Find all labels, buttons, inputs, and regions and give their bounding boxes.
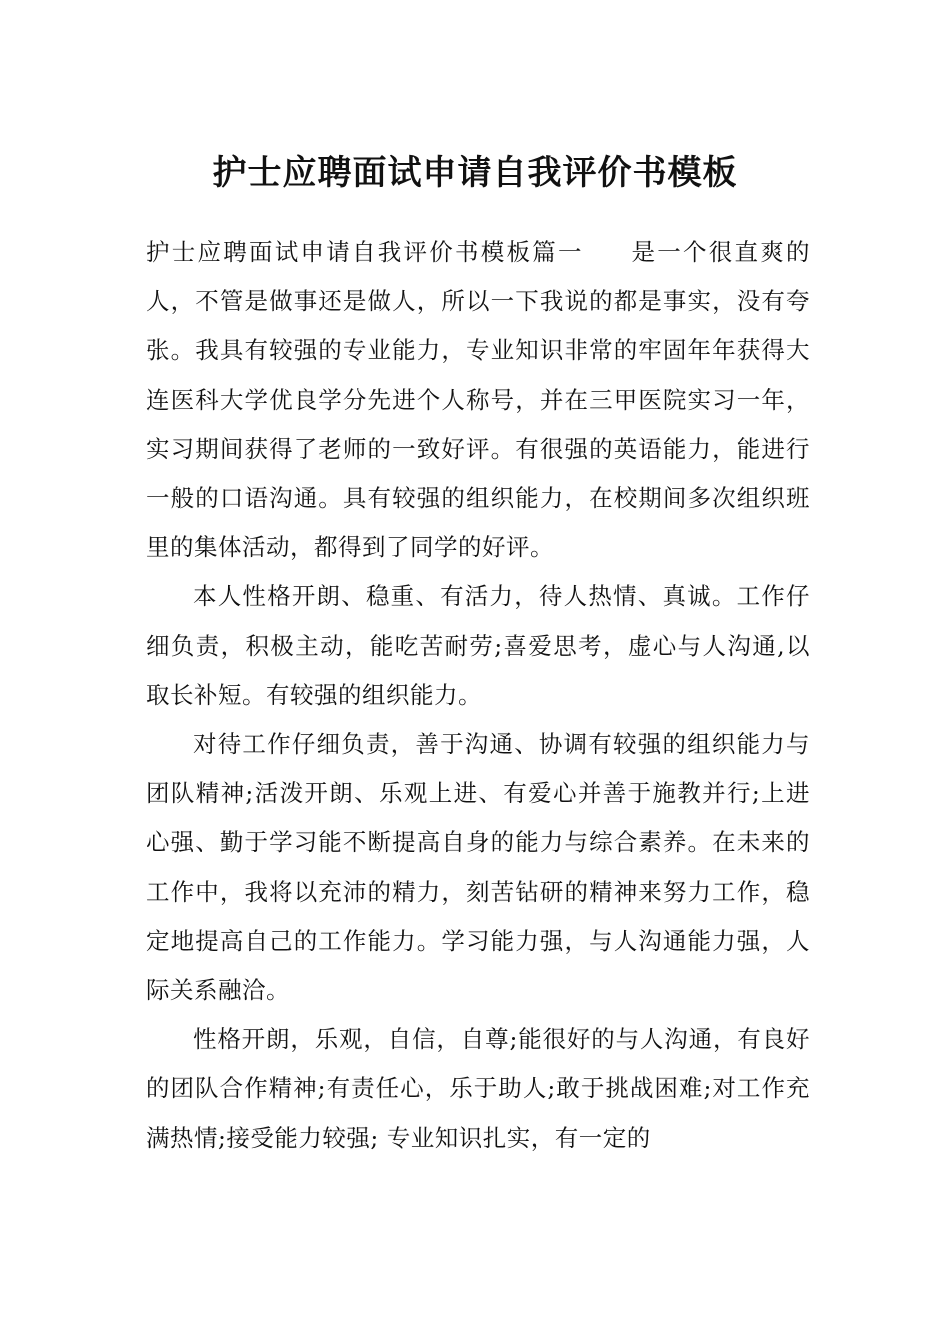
paragraph-1: [146, 228, 810, 572]
paragraph-2: 本人性格开朗、稳重、有活力，待人热情、真诚。工作仔细负责，积极主动，能吃苦耐劳;喜爱思考，虚心与人沟通,以取长补短。有较强的组织能力。: [146, 582, 810, 709]
paragraph-3: 对待工作仔细负责，善于沟通、协调有较强的组织能力与团队精神;活泼开朗、乐观上进、有爱心并善于施教并行;上进心强、勤于学习能不断提高自身的能力与综合素养。在未来的工作中，我将以充沛的精力，刻苦钻研的精神来努力工作，稳定地提高自己的工作能力。学习能力强，与人沟通能力强，人际关系融洽。: [146, 730, 810, 1005]
paragraph-4: 性格开朗，乐观，自信，自尊;能很好的与人沟通，有良好的团队合作精神;有责任心，乐于助人;敢于挑战困难;对工作充满热情;接受能力较强; 专业知识扎实，有一定的: [146, 1025, 810, 1152]
document-title: 护士应聘面试申请自我评价书模板: [212, 152, 738, 193]
paragraph-1-lead: 护士应聘面试申请自我评价书模板篇一: [146, 238, 584, 266]
document-body: [146, 228, 810, 1163]
paragraph-1-text: 是一个很直爽的人，不管是做事还是做人，所以一下我说的都是事实，没有夸张。我具有较强的专业能力，专业知识非常的牢固年年获得大连医科大学优良学分先进个人称号，并在三甲医院实习一年，实习期间获得了老师的一致好评。有很强的英语能力，能进行一般的口语沟通。具有较强的组织能力，在校期间多次组织班里的集体活动，都得到了同学的好评。: [146, 238, 810, 562]
